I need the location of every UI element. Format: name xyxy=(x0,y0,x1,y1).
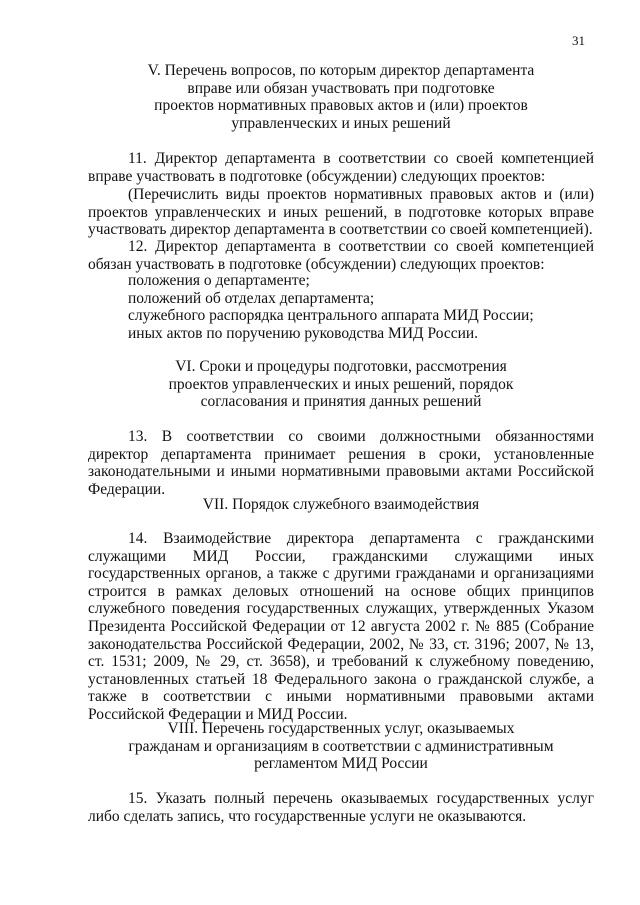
section-5-heading xyxy=(88,62,594,132)
heading-line: гражданам и организациям в соответствии с административным xyxy=(128,737,554,755)
page-number: 31 xyxy=(572,33,585,48)
paragraph-12-list xyxy=(88,272,594,342)
heading-line: VII. Порядок служебного взаимодействия xyxy=(202,496,480,513)
heading-line: управленческих и иных решений xyxy=(231,114,451,132)
heading-line: проектов нормативных правовых актов и (или) проектов xyxy=(154,97,528,115)
section-8-heading xyxy=(88,720,594,773)
heading-line: согласования и принятия данных решений xyxy=(200,393,482,411)
paragraph-13: 13. В соответствии со своими должностными обязанностями директор департамента принимает решения в сроки, установленные законодательными и иными нормативными правовыми актами Российской Федерации. xyxy=(88,428,594,498)
heading-line: вправе или обязан участвовать при подготовке xyxy=(187,79,495,97)
paragraph-15: 15. Указать полный перечень оказываемых государственных услуг либо сделать запись, что государственные услуги не оказываются. xyxy=(88,790,594,825)
list-item: иных актов по поручению руководства МИД России. xyxy=(128,324,479,342)
heading-line: регламентом МИД России xyxy=(254,755,428,773)
paragraph-11: 11. Директор департамента в соответствии со своей компетенцией вправе участвовать в подготовке (обсуждении) следующих проектов: xyxy=(88,150,594,185)
section-6-heading xyxy=(88,358,594,411)
paragraph-14: 14. Взаимодействие директора департамента с гражданскими служащими МИД России, гражданскими служащими иных государственных органов, а также с другими гражданами и организациями строится в рамках деловых отношений на основе общих принципов служебного поведения государственных служащих, утвержденных Указом Президента Российской Федерации от 12 августа 2002 г. № 885 (Собрание законодательства Российской Федерации, 2002, № 33, ст. 3196; 2007, № 13, ст. 1531; 2009, № 29, ст. 3658), и требований к служебному поведению, установленных статьей 18 Федерального закона о гражданской службе, а также в соответствии с иными нормативными правовыми актами Российской Федерации и МИД России. xyxy=(88,530,594,723)
heading-line: проектов управленческих и иных решений, порядок xyxy=(168,375,514,393)
heading-line: VIII. Перечень государственных услуг, оказываемых xyxy=(167,720,515,737)
section-7-heading xyxy=(88,496,594,514)
heading-line: VI. Сроки и процедуры подготовки, рассмотрения xyxy=(175,358,507,375)
paragraph-11-note: (Перечислить виды проектов нормативных правовых актов и (или) проектов управленческих и иных решений, в подготовке которых вправе участвовать директор департамента в соответствии со своей компетенцией). xyxy=(88,186,594,239)
list-item: положений об отделах департамента; xyxy=(128,289,375,307)
list-item: служебного распорядка центрального аппарата МИД России; xyxy=(128,307,534,325)
list-item: положения о департаменте; xyxy=(128,272,310,289)
paragraph-12: 12. Директор департамента в соответствии со своей компетенцией обязан участвовать в подготовке (обсуждении) следующих проектов: xyxy=(88,238,594,273)
heading-line: V. Перечень вопросов, по которым директор департамента xyxy=(147,62,535,79)
